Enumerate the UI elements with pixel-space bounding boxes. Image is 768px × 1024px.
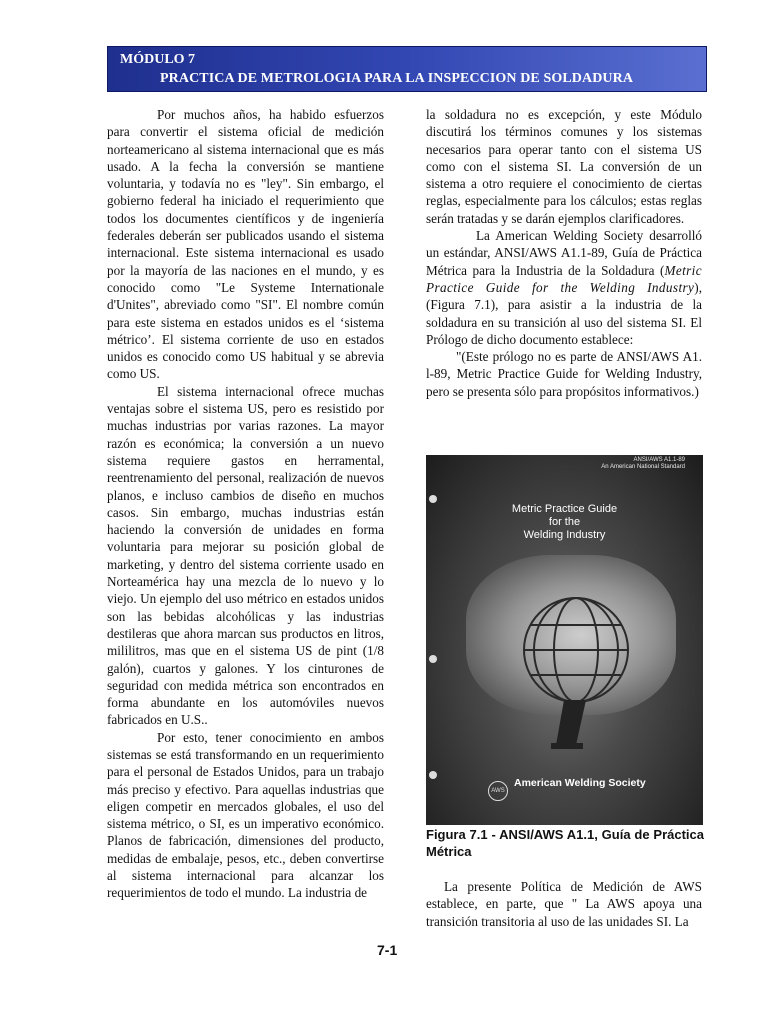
figure-caption: Figura 7.1 - ANSI/AWS A1.1, Guía de Práctica Métrica — [426, 827, 704, 859]
globe-sculpture-illustration — [426, 455, 703, 825]
paragraph: La American Welding Society desarrolló un estándar, ANSI/AWS A1.1-89, Guía de Práctica Métrica para la Industria de la Soldadura (Metric Practice Guide for the Welding Industry), (Figura 7.1), para asistir a la industria de la soldadura en su transición al uso del sistema SI. El Prólogo de dicho documento establece: — [426, 228, 702, 347]
book-cover-image — [426, 455, 703, 825]
module-number: MÓDULO 7 — [120, 52, 196, 67]
paragraph: Por esto, tener conocimiento en ambos sistemas se está transformando en un requerimiento para el personal de Estados Unidos, para un trabajo más preciso y efectivo. Para aquellas industrias que eligen competir en mercados globales, el uso del sistema métrico, o SI, es un imperativo económico. Planos de fabricación, dimensiones del producto, medidas de embalaje, pesos, etc., deben convertirse al sistema internacional para alcanzar los requerimientos de todo el mundo. La industria de — [107, 729, 384, 901]
aws-logo: AWS — [488, 781, 508, 801]
page-number: 7-1 — [377, 942, 398, 958]
right-column-continued — [426, 878, 702, 930]
book-title: Metric Practice Guide for the Welding Industry — [511, 503, 618, 541]
italic-title: Metric Practice Guide for the Welding Industry — [426, 262, 702, 295]
module-title: PRACTICA DE METROLOGIA PARA LA INSPECCION DE SOLDADURA — [160, 71, 634, 86]
standard-label: ANSI/AWS A1.1-89 An American National Standard — [601, 457, 685, 470]
module-header — [107, 46, 707, 92]
publisher-name: American Welding Society — [514, 777, 646, 789]
paragraph: La presente Política de Medición de AWS establece, en parte, que " La AWS apoya una transición transitoria al uso de las unidades SI. La — [426, 879, 702, 929]
paragraph: "(Este prólogo no es parte de ANSI/AWS A1. l-89, Metric Practice Guide for Welding Industry, pero se presenta sólo para propósitos informativos.) — [426, 349, 702, 399]
right-column — [426, 106, 702, 400]
paragraph: El sistema internacional ofrece muchas ventajas sobre el sistema US, pero es resistido por muchas industrias por varias razones. La mayor razón es económica; la conversión a un nuevo sistema requiere gastos en herramental, reentrenamiento del personal, realización de nuevos planos, e incluso cambios de diseño en muchos casos. Sin embargo, muchas industrias están haciendo la conversión de unidades en forma voluntaria para mejorar su posición global de marketing, y dentro del sistema corriente usado en Norteamérica hay una mezcla de lo nuevo y lo viejo. Un ejemplo del uso métrico en estados unidos son las bebidas alcohólicas y las industrias destileras que ahora marcan sus productos en litros, mililitros, mas que en el sistema US de pint (1/8 galón), cuartos y galones. Y los cinturones de seguridad con medida métrica son encontrados en forma abundante en los automóviles nuevos fabricados en U.S.. — [107, 383, 384, 728]
left-column — [107, 106, 384, 902]
paragraph: la soldadura no es excepción, y este Módulo discutirá los términos comunes y los sistemas necesarios para operar tanto con el sistema US como con el sistema SI. La conversión de un sistema a otro requiere el conocimiento de ciertas reglas, especialmente para los cálculos; estas reglas serán tratadas y se darán ejemplos clarificadores. — [426, 107, 702, 226]
paragraph: Por muchos años, ha habido esfuerzos para convertir el sistema oficial de medición norteamericano al sistema internacional que es más usado. A la fecha la conversión se mantiene voluntaria, y todavía no es "ley". Sin embargo, el gobierno federal ha iniciado el requerimiento que todos los documentes científicos y de ingeniería federales deberán ser publicados usando el sistema internacional. Este sistema internacional es usado por la mayoría de las naciones en el mundo, y es conocido como "Le Systeme Internationale d'Unites", abreviado como "SI". El nombre común para este sistema en estados unidos es el ‘sistema métrico’. El sistema corriente de uso en estados unidos es conocido como US habitual y se abrevia como US. — [107, 107, 384, 382]
